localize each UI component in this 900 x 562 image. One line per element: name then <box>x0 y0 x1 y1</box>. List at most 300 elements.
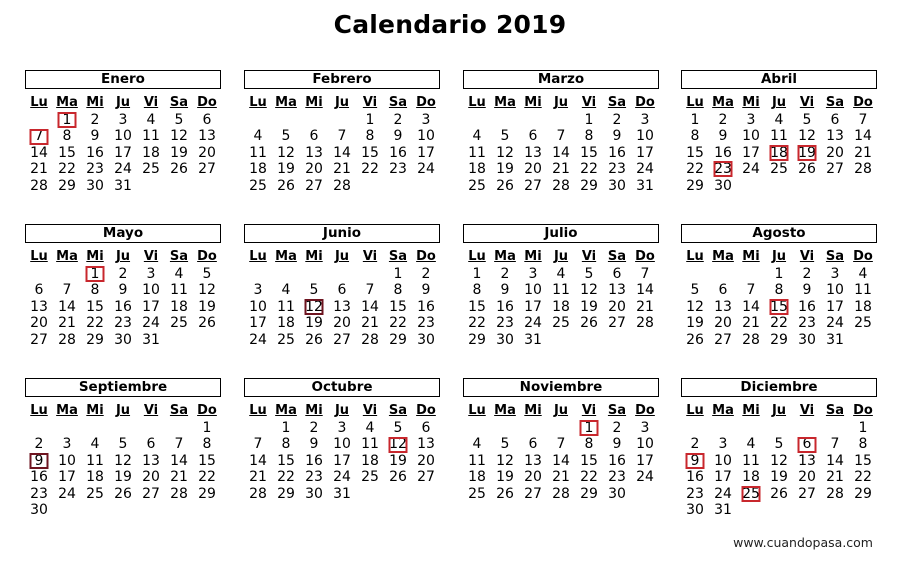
day-cell: 19 <box>580 298 598 315</box>
day-cell: 5 <box>774 436 784 453</box>
weekday-header: Vi <box>581 249 597 264</box>
page-title: Calendario 2019 <box>333 10 567 39</box>
day-cell: 5 <box>309 282 319 299</box>
day-cell: 15 <box>86 298 104 315</box>
day-cell: 26 <box>277 177 295 194</box>
empty-cell <box>25 420 53 436</box>
empty-cell <box>491 420 519 436</box>
day-cell: 31 <box>524 331 542 348</box>
day-cell: 21 <box>30 161 48 178</box>
empty-cell <box>519 420 547 436</box>
day-cell: 21 <box>826 469 844 486</box>
empty-cell <box>547 112 575 128</box>
weekday-header: Mi <box>742 249 760 264</box>
day-cell: 15 <box>58 144 76 161</box>
holiday-day: 1 <box>81 266 109 282</box>
day-cell: 31 <box>333 485 351 502</box>
day-cell: 24 <box>826 315 844 332</box>
empty-cell <box>244 266 272 282</box>
day-cell: 13 <box>714 298 732 315</box>
day-cell: 15 <box>198 452 216 469</box>
day-cell: 18 <box>854 298 872 315</box>
day-cell: 25 <box>770 161 788 178</box>
day-cell: 11 <box>854 282 872 299</box>
day-cell: 26 <box>798 161 816 178</box>
day-cell: 24 <box>742 161 760 178</box>
day-cell: 20 <box>305 161 323 178</box>
weekday-header: Ju <box>115 403 131 418</box>
weekday-header: Do <box>853 95 873 110</box>
day-cell: 9 <box>802 282 812 299</box>
day-cell: 16 <box>496 298 514 315</box>
day-cell: 19 <box>277 161 295 178</box>
day-cell: 24 <box>114 161 132 178</box>
weekday-header: Lu <box>686 403 704 418</box>
day-cell: 11 <box>86 452 104 469</box>
weekday-header: Lu <box>468 249 486 264</box>
day-cell: 23 <box>86 161 104 178</box>
weekday-header: Mi <box>524 95 542 110</box>
day-cell: 21 <box>854 144 872 161</box>
weekday-header: Ma <box>275 95 297 110</box>
day-cell: 5 <box>393 420 403 436</box>
empty-cell <box>300 266 328 282</box>
day-cell: 10 <box>636 128 654 145</box>
month-days-grid <box>681 94 877 194</box>
empty-cell <box>25 266 53 282</box>
day-cell: 6 <box>34 282 44 299</box>
day-cell: 18 <box>468 161 486 178</box>
day-cell: 3 <box>146 266 156 282</box>
day-cell: 3 <box>830 266 840 282</box>
day-cell: 6 <box>528 436 538 453</box>
weekday-header: Sa <box>825 403 845 418</box>
day-cell: 26 <box>686 331 704 348</box>
day-cell: 14 <box>742 298 760 315</box>
day-cell: 8 <box>690 128 700 145</box>
day-cell: 16 <box>686 469 704 486</box>
month-days-grid <box>25 248 221 348</box>
month-noviembre <box>463 378 659 502</box>
day-cell: 17 <box>636 452 654 469</box>
day-cell: 28 <box>854 161 872 178</box>
weekday-header: Ju <box>553 249 569 264</box>
day-cell: 13 <box>826 128 844 145</box>
day-cell: 7 <box>640 266 650 282</box>
day-cell: 19 <box>686 315 704 332</box>
day-cell: 5 <box>118 436 128 453</box>
day-cell: 30 <box>714 177 732 194</box>
day-cell: 18 <box>142 144 160 161</box>
empty-cell <box>681 420 709 436</box>
day-cell: 9 <box>612 436 622 453</box>
day-cell: 21 <box>636 298 654 315</box>
day-cell: 14 <box>854 128 872 145</box>
day-cell: 3 <box>746 112 756 128</box>
empty-cell <box>165 420 193 436</box>
day-cell: 22 <box>854 469 872 486</box>
day-cell: 11 <box>742 452 760 469</box>
day-cell: 6 <box>309 128 319 145</box>
empty-cell <box>25 112 53 128</box>
day-cell: 15 <box>854 452 872 469</box>
day-cell: 10 <box>636 436 654 453</box>
weekday-header: Vi <box>143 403 159 418</box>
day-cell: 19 <box>496 161 514 178</box>
day-cell: 19 <box>305 315 323 332</box>
day-cell: 15 <box>686 144 704 161</box>
day-cell: 15 <box>361 144 379 161</box>
weekday-header: Vi <box>143 95 159 110</box>
day-cell: 10 <box>142 282 160 299</box>
day-cell: 20 <box>524 469 542 486</box>
day-cell: 8 <box>202 436 212 453</box>
day-cell: 5 <box>690 282 700 299</box>
empty-cell <box>519 112 547 128</box>
day-cell: 16 <box>417 298 435 315</box>
day-cell: 24 <box>58 485 76 502</box>
day-cell: 2 <box>718 112 728 128</box>
day-cell: 1 <box>584 112 594 128</box>
empty-cell <box>109 420 137 436</box>
day-cell: 10 <box>524 282 542 299</box>
day-cell: 24 <box>333 469 351 486</box>
day-cell: 24 <box>524 315 542 332</box>
day-cell: 21 <box>170 469 188 486</box>
weekday-header: Do <box>416 95 436 110</box>
day-cell: 24 <box>142 315 160 332</box>
day-cell: 26 <box>496 177 514 194</box>
month-header: Mayo <box>25 224 221 243</box>
day-cell: 14 <box>636 282 654 299</box>
day-cell: 7 <box>365 282 375 299</box>
day-cell: 14 <box>249 452 267 469</box>
day-cell: 25 <box>468 485 486 502</box>
day-cell: 18 <box>742 469 760 486</box>
day-cell: 16 <box>389 144 407 161</box>
day-cell: 17 <box>742 144 760 161</box>
weekday-header: Vi <box>581 403 597 418</box>
weekday-header: Ju <box>334 403 350 418</box>
day-cell: 3 <box>640 420 650 436</box>
day-cell: 25 <box>249 177 267 194</box>
day-cell: 31 <box>826 331 844 348</box>
day-cell: 3 <box>118 112 128 128</box>
month-days-grid <box>463 94 659 194</box>
day-cell: 18 <box>361 452 379 469</box>
weekday-header: Sa <box>825 249 845 264</box>
weekday-header: Mi <box>86 249 104 264</box>
month-febrero <box>244 70 440 194</box>
day-cell: 7 <box>337 128 347 145</box>
weekday-header: Do <box>853 249 873 264</box>
month-mayo <box>25 224 221 348</box>
weekday-header: Ju <box>115 249 131 264</box>
day-cell: 30 <box>30 501 48 518</box>
day-cell: 13 <box>142 452 160 469</box>
holiday-day: 6 <box>793 436 821 452</box>
weekday-header: Vi <box>143 249 159 264</box>
weekday-header: Vi <box>799 403 815 418</box>
day-cell: 23 <box>608 161 626 178</box>
day-cell: 14 <box>552 452 570 469</box>
weekday-header: Sa <box>388 403 408 418</box>
day-cell: 2 <box>690 436 700 453</box>
day-cell: 6 <box>146 436 156 453</box>
day-cell: 20 <box>524 161 542 178</box>
day-cell: 4 <box>90 436 100 453</box>
day-cell: 21 <box>249 469 267 486</box>
day-cell: 9 <box>718 128 728 145</box>
day-cell: 4 <box>774 112 784 128</box>
day-cell: 8 <box>62 128 72 145</box>
weekday-header: Ma <box>56 249 78 264</box>
day-cell: 12 <box>496 144 514 161</box>
day-cell: 22 <box>86 315 104 332</box>
month-header: Agosto <box>681 224 877 243</box>
weekday-header: Lu <box>468 403 486 418</box>
day-cell: 22 <box>361 161 379 178</box>
day-cell: 5 <box>202 266 212 282</box>
day-cell: 23 <box>686 485 704 502</box>
day-cell: 31 <box>636 177 654 194</box>
day-cell: 16 <box>608 452 626 469</box>
day-cell: 27 <box>305 177 323 194</box>
empty-cell <box>53 420 81 436</box>
weekday-header: Mi <box>305 249 323 264</box>
day-cell: 15 <box>580 452 598 469</box>
day-cell: 3 <box>528 266 538 282</box>
weekday-header: Ma <box>712 95 734 110</box>
month-header: Septiembre <box>25 378 221 397</box>
day-cell: 3 <box>253 282 263 299</box>
day-cell: 17 <box>417 144 435 161</box>
day-cell: 27 <box>524 177 542 194</box>
day-cell: 18 <box>170 298 188 315</box>
day-cell: 22 <box>686 161 704 178</box>
day-cell: 4 <box>253 128 263 145</box>
month-diciembre <box>681 378 877 518</box>
weekday-header: Ju <box>771 249 787 264</box>
day-cell: 20 <box>30 315 48 332</box>
day-cell: 26 <box>170 161 188 178</box>
day-cell: 8 <box>393 282 403 299</box>
day-cell: 10 <box>333 436 351 453</box>
day-cell: 23 <box>114 315 132 332</box>
day-cell: 12 <box>114 452 132 469</box>
day-cell: 8 <box>281 436 291 453</box>
day-cell: 31 <box>714 501 732 518</box>
day-cell: 29 <box>580 177 598 194</box>
day-cell: 8 <box>365 128 375 145</box>
day-cell: 5 <box>584 266 594 282</box>
day-cell: 12 <box>170 128 188 145</box>
day-cell: 30 <box>608 485 626 502</box>
day-cell: 6 <box>337 282 347 299</box>
day-cell: 17 <box>142 298 160 315</box>
day-cell: 23 <box>30 485 48 502</box>
weekday-header: Sa <box>607 95 627 110</box>
day-cell: 19 <box>198 298 216 315</box>
day-cell: 13 <box>333 298 351 315</box>
day-cell: 5 <box>174 112 184 128</box>
weekday-header: Do <box>416 403 436 418</box>
day-cell: 9 <box>90 128 100 145</box>
day-cell: 22 <box>580 161 598 178</box>
day-cell: 12 <box>686 298 704 315</box>
day-cell: 8 <box>472 282 482 299</box>
day-cell: 31 <box>142 331 160 348</box>
day-cell: 14 <box>552 144 570 161</box>
day-cell: 4 <box>858 266 868 282</box>
weekday-header: Vi <box>362 249 378 264</box>
day-cell: 25 <box>361 469 379 486</box>
day-cell: 13 <box>305 144 323 161</box>
day-cell: 1 <box>202 420 212 436</box>
day-cell: 7 <box>746 282 756 299</box>
month-octubre <box>244 378 440 502</box>
day-cell: 17 <box>114 144 132 161</box>
holiday-day: 23 <box>709 161 737 177</box>
day-cell: 13 <box>524 452 542 469</box>
month-days-grid <box>681 248 877 348</box>
empty-cell <box>272 112 300 128</box>
day-cell: 27 <box>798 485 816 502</box>
day-cell: 10 <box>714 452 732 469</box>
day-cell: 20 <box>333 315 351 332</box>
day-cell: 22 <box>580 469 598 486</box>
weekday-header: Lu <box>249 403 267 418</box>
day-cell: 27 <box>333 331 351 348</box>
weekday-header: Mi <box>305 403 323 418</box>
day-cell: 10 <box>114 128 132 145</box>
day-cell: 24 <box>636 469 654 486</box>
weekday-header: Ju <box>553 95 569 110</box>
month-days-grid <box>463 402 659 502</box>
day-cell: 23 <box>798 315 816 332</box>
weekday-header: Sa <box>388 95 408 110</box>
day-cell: 12 <box>580 282 598 299</box>
weekday-header: Ju <box>553 403 569 418</box>
day-cell: 28 <box>58 331 76 348</box>
day-cell: 14 <box>826 452 844 469</box>
day-cell: 31 <box>114 177 132 194</box>
weekday-header: Sa <box>825 95 845 110</box>
day-cell: 12 <box>198 282 216 299</box>
day-cell: 12 <box>798 128 816 145</box>
weekday-header: Ma <box>494 403 516 418</box>
day-cell: 25 <box>142 161 160 178</box>
empty-cell <box>737 420 765 436</box>
day-cell: 2 <box>612 420 622 436</box>
day-cell: 7 <box>556 128 566 145</box>
day-cell: 2 <box>34 436 44 453</box>
day-cell: 21 <box>333 161 351 178</box>
month-header: Febrero <box>244 70 440 89</box>
day-cell: 6 <box>718 282 728 299</box>
weekday-header: Lu <box>30 403 48 418</box>
day-cell: 2 <box>421 266 431 282</box>
weekday-header: Ma <box>494 95 516 110</box>
day-cell: 17 <box>714 469 732 486</box>
weekday-header: Ma <box>712 403 734 418</box>
day-cell: 11 <box>468 144 486 161</box>
weekday-header: Ma <box>275 403 297 418</box>
day-cell: 24 <box>636 161 654 178</box>
day-cell: 7 <box>174 436 184 453</box>
empty-cell <box>681 266 709 282</box>
day-cell: 18 <box>277 315 295 332</box>
weekday-header: Mi <box>742 95 760 110</box>
day-cell: 30 <box>686 501 704 518</box>
weekday-header: Mi <box>305 95 323 110</box>
day-cell: 9 <box>118 282 128 299</box>
day-cell: 28 <box>249 485 267 502</box>
day-cell: 16 <box>714 144 732 161</box>
day-cell: 4 <box>281 282 291 299</box>
day-cell: 10 <box>58 452 76 469</box>
day-cell: 11 <box>552 282 570 299</box>
month-header: Julio <box>463 224 659 243</box>
day-cell: 17 <box>333 452 351 469</box>
day-cell: 3 <box>337 420 347 436</box>
day-cell: 13 <box>30 298 48 315</box>
empty-cell <box>244 112 272 128</box>
day-cell: 3 <box>62 436 72 453</box>
day-cell: 25 <box>277 331 295 348</box>
day-cell: 27 <box>714 331 732 348</box>
month-header: Abril <box>681 70 877 89</box>
day-cell: 25 <box>86 485 104 502</box>
day-cell: 17 <box>524 298 542 315</box>
empty-cell <box>821 420 849 436</box>
weekday-header: Ju <box>771 95 787 110</box>
holiday-day: 12 <box>384 436 412 452</box>
month-marzo <box>463 70 659 194</box>
day-cell: 16 <box>305 452 323 469</box>
day-cell: 28 <box>30 177 48 194</box>
day-cell: 4 <box>746 436 756 453</box>
day-cell: 21 <box>361 315 379 332</box>
weekday-header: Do <box>197 249 217 264</box>
weekday-header: Do <box>635 249 655 264</box>
day-cell: 20 <box>142 469 160 486</box>
day-cell: 26 <box>389 469 407 486</box>
day-cell: 22 <box>198 469 216 486</box>
day-cell: 5 <box>281 128 291 145</box>
day-cell: 22 <box>468 315 486 332</box>
day-cell: 6 <box>612 266 622 282</box>
day-cell: 3 <box>421 112 431 128</box>
weekday-header: Mi <box>742 403 760 418</box>
day-cell: 23 <box>496 315 514 332</box>
weekday-header: Ma <box>494 249 516 264</box>
day-cell: 7 <box>253 436 263 453</box>
day-cell: 13 <box>608 282 626 299</box>
day-cell: 15 <box>389 298 407 315</box>
empty-cell <box>765 420 793 436</box>
day-cell: 26 <box>580 315 598 332</box>
day-cell: 4 <box>472 128 482 145</box>
day-cell: 27 <box>417 469 435 486</box>
day-cell: 29 <box>198 485 216 502</box>
day-cell: 30 <box>417 331 435 348</box>
day-cell: 20 <box>714 315 732 332</box>
empty-cell <box>244 420 272 436</box>
day-cell: 28 <box>552 485 570 502</box>
month-julio <box>463 224 659 348</box>
weekday-header: Do <box>197 95 217 110</box>
